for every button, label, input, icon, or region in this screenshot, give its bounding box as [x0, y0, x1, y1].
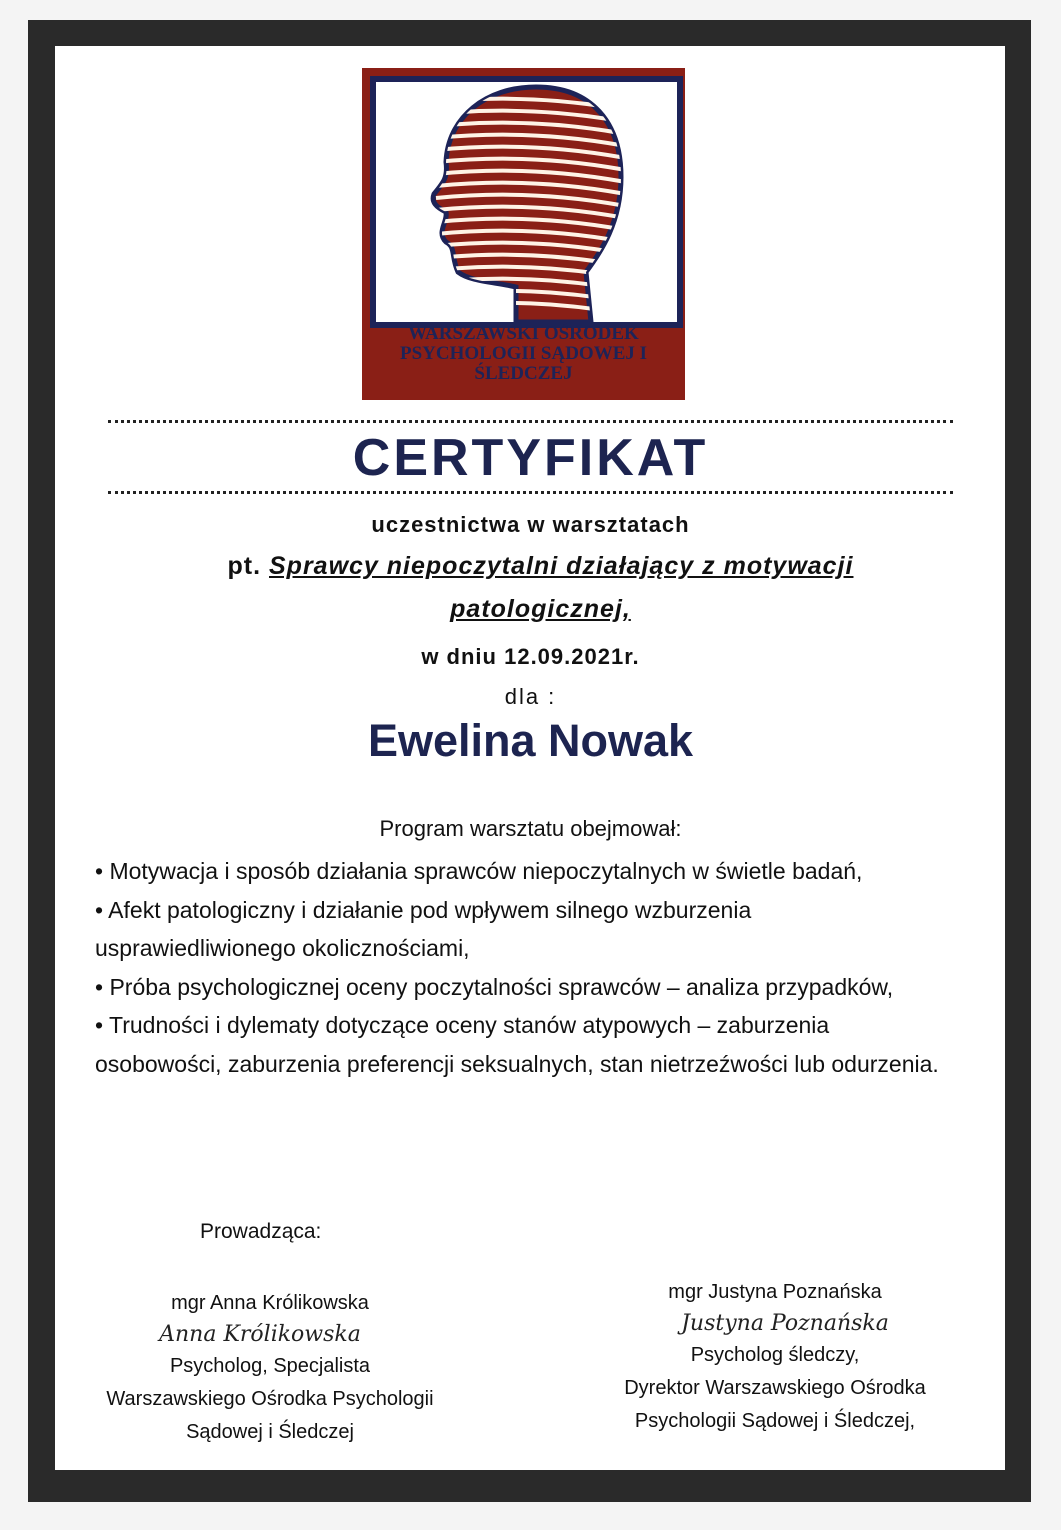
signatory-role: Psychologii Sądowej i Śledczej,: [634, 1410, 916, 1432]
signatory-role: Dyrektor Warszawskiego Ośrodka: [624, 1377, 926, 1399]
fingerprint-head-icon: [376, 82, 677, 322]
topic-prefix: pt.: [227, 552, 262, 580]
logo-line: PSYCHOLOGII SĄDOWEJ I: [399, 343, 648, 364]
signatory-role: Sądowej i Śledczej: [186, 1421, 354, 1443]
topic-line: Sprawcy niepoczytalni działający z motywacji: [269, 552, 854, 580]
signatory-right: [570, 1276, 980, 1438]
topic-line: patologicznej,: [450, 595, 631, 623]
certificate-title: CERTYFIKAT: [352, 429, 709, 487]
signature: Anna Królikowska: [159, 1322, 361, 1347]
logo-line: WARSZAWSKI OŚRODEK: [408, 323, 639, 344]
for-label: dla :: [504, 684, 557, 709]
signatory-left: [60, 1287, 480, 1449]
list-item: • Próba psychologicznej oceny poczytalności sprawców – analiza przypadków,: [95, 973, 894, 1000]
logo-text: [362, 324, 685, 384]
signatory-role: Psycholog, Specjalista: [169, 1355, 371, 1377]
workshop-topic: [0, 552, 1061, 581]
signatory-role: Psycholog śledczy,: [690, 1344, 860, 1366]
signatory-role: Warszawskiego Ośrodka Psychologii: [106, 1388, 434, 1410]
list-item: • Afekt patologiczny i działanie pod wpływem silnego wzburzenia usprawiedliwionego okolicznościami,: [95, 896, 752, 961]
list-item: • Trudności i dylematy dotyczące oceny stanów atypowych – zaburzenia osobowości, zaburzenia preferencji seksualnych, stan nietrzeźwości lub odurzenia.: [95, 1012, 939, 1077]
signature: Justyna Poznańska: [681, 1311, 889, 1336]
organization-logo: [362, 68, 685, 400]
recipient-name: Ewelina Nowak: [367, 715, 694, 766]
dotted-divider: [108, 420, 953, 423]
list-item: • Motywacja i sposób działania sprawców niepoczytalnych w świetle badań,: [95, 858, 863, 884]
led-by-label: Prowadząca:: [200, 1220, 322, 1243]
workshop-date: w dniu 12.09.2021r.: [421, 644, 640, 669]
program-heading: Program warsztatu obejmował:: [379, 816, 682, 841]
dotted-divider: [108, 491, 953, 494]
signatory-name: mgr Anna Królikowska: [171, 1292, 369, 1314]
certificate-subtitle: uczestnictwa w warsztatach: [371, 512, 690, 537]
signatory-name: mgr Justyna Poznańska: [668, 1281, 882, 1303]
program-list: [95, 852, 965, 1083]
logo-line: ŚLEDCZEJ: [474, 363, 573, 384]
